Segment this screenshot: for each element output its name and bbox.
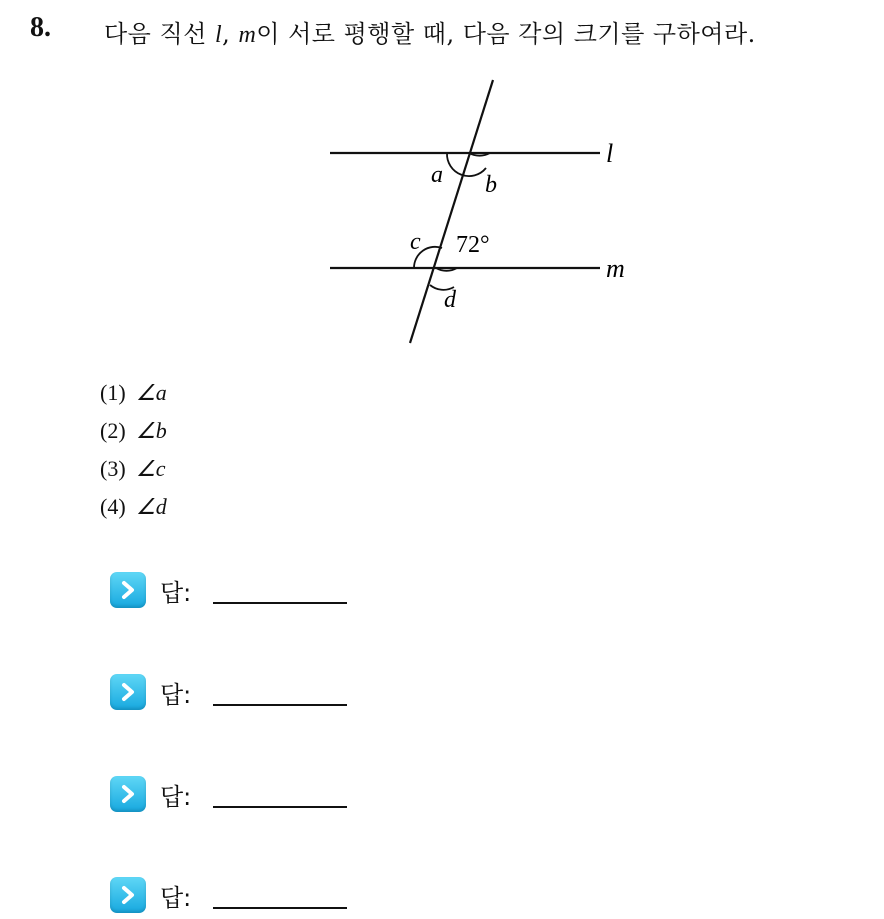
sub-question-number: (4) — [100, 494, 126, 519]
sub-question-number: (3) — [100, 456, 126, 481]
answer-row-2 — [110, 668, 191, 716]
angle-a-label: a — [431, 162, 443, 188]
answer-row-4 — [110, 871, 191, 919]
stem-suffix: 이 서로 평행할 때, 다음 각의 크기를 구하여라. — [256, 20, 756, 48]
answer-blank[interactable] — [213, 704, 347, 706]
parallel-lines-figure — [310, 75, 650, 350]
angle-b-label: b — [485, 172, 497, 198]
sub-question-1 — [100, 374, 167, 412]
sub-question-number: (2) — [100, 418, 126, 443]
answer-row-3 — [110, 770, 191, 818]
sub-question-2 — [100, 412, 167, 450]
sub-questions — [100, 374, 167, 526]
answer-label: 답: — [160, 883, 192, 912]
sub-question-expression: ∠a — [136, 380, 167, 405]
variable-m: m — [238, 22, 257, 48]
chevron-right-icon — [110, 776, 146, 812]
angle-c-label: c — [410, 229, 421, 255]
answer-label: 답: — [160, 680, 192, 709]
line-l-label: l — [606, 139, 614, 168]
sub-question-expression: ∠d — [136, 494, 167, 519]
angle-d-label: d — [444, 287, 456, 313]
chevron-right-icon — [110, 674, 146, 710]
line-m-label: m — [606, 254, 625, 283]
chevron-right-icon — [110, 572, 146, 608]
parallel-lines-diagram — [310, 75, 650, 350]
sub-question-expression: ∠c — [136, 456, 166, 481]
sub-question-4 — [100, 488, 167, 526]
answer-blank[interactable] — [213, 806, 347, 808]
chevron-right-icon — [110, 877, 146, 913]
question-stem — [104, 14, 756, 49]
sub-question-number: (1) — [100, 380, 126, 405]
stem-comma: , — [222, 20, 239, 48]
question-number: 8. — [30, 12, 51, 43]
answer-label: 답: — [160, 578, 192, 607]
answer-blank[interactable] — [213, 602, 347, 604]
sub-question-3 — [100, 450, 167, 488]
answer-blank[interactable] — [213, 907, 347, 909]
angle-72-label: 72° — [456, 232, 490, 258]
answer-row-1 — [110, 566, 191, 614]
variable-l: l — [215, 22, 223, 48]
answer-label: 답: — [160, 782, 192, 811]
sub-question-expression: ∠b — [136, 418, 167, 443]
stem-prefix: 다음 직선 — [104, 20, 215, 48]
